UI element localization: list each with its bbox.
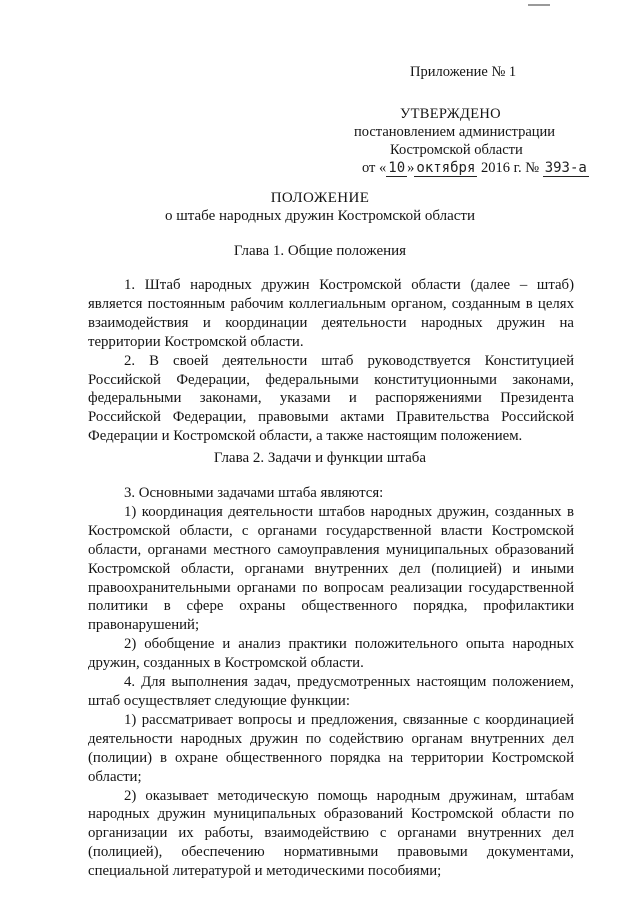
date-mid: » (407, 160, 415, 176)
paragraph: 2) оказывает методическую помощь народным дружинам, штабам народных дружин муниципальных образований Костромской области по организации их работы, взаимодействию с органами внутренних дел (полицией), обеспечению нормативными правовыми документами, специальной литературой и методическими пособиями; (88, 787, 574, 880)
date-prefix: от « (362, 160, 387, 176)
paragraph: 2) обобщение и анализ практики положительного опыта народных дружин, созданных в Костромской области. (88, 636, 574, 672)
chapter-2-heading: Глава 2. Задачи и функции штаба (213, 450, 427, 466)
approved-stamp-text: УТВЕРЖДЕНО (400, 106, 501, 122)
paragraph: 1) рассматривает вопросы и предложения, связанные с координацией деятельности народных дружин по содействию органам внутренних дел (полиции) в охране общественного порядка на территории Костромской области; (88, 711, 574, 785)
paragraph: 1) координация деятельности штабов народных дружин, созданных в Костромской области, с органами государственной власти Костромской области, органами местного самоуправления муниципальных образований Костромской области, органами внутренних дел (полицией) и иными правоохранительными органами по вопросам реализации государственной политики в сфере охраны общественного порядка, профилактики правонарушений; (88, 503, 574, 634)
scan-artifact-mark (528, 4, 550, 6)
paragraph: 3. Основными задачами штаба являются: (124, 485, 384, 501)
paragraph: 2. В своей деятельности штаб руководствуется Конституцией Российской Федерации, федеральными конституционными законами, федеральными законами, указами и распоряжениями Президента Российской Федерации, правовыми актами Правительства Российской Федерации и Костромской области, а также настоящим положением. (88, 352, 574, 445)
chapter-1-body (88, 276, 574, 446)
doc-number: 393-а (544, 160, 587, 176)
chapter-1-heading: Глава 1. Общие положения (233, 243, 407, 259)
document-title: ПОЛОЖЕНИЕ (270, 190, 370, 206)
date-month: октября (416, 160, 476, 176)
appendix-label: Приложение № 1 (410, 64, 517, 80)
decree-date-line (362, 160, 589, 177)
decree-line: постановлением администрации (354, 124, 556, 140)
region-line: Костромской области (390, 142, 523, 158)
document-subtitle: о штабе народных дружин Костромской области (164, 208, 476, 224)
chapter-2-body (88, 484, 574, 881)
date-year: 2016 г. № (477, 160, 543, 176)
date-day: 10 (388, 160, 406, 176)
paragraph: 1. Штаб народных дружин Костромской области (далее – штаб) является постоянным рабочим коллегиальным органом, созданным в целях взаимодействия и координации деятельности народных дружин на территории Костромской области. (88, 277, 574, 350)
paragraph: 4. Для выполнения задач, предусмотренных настоящим положением, штаб осуществляет следующие функции: (88, 674, 574, 709)
